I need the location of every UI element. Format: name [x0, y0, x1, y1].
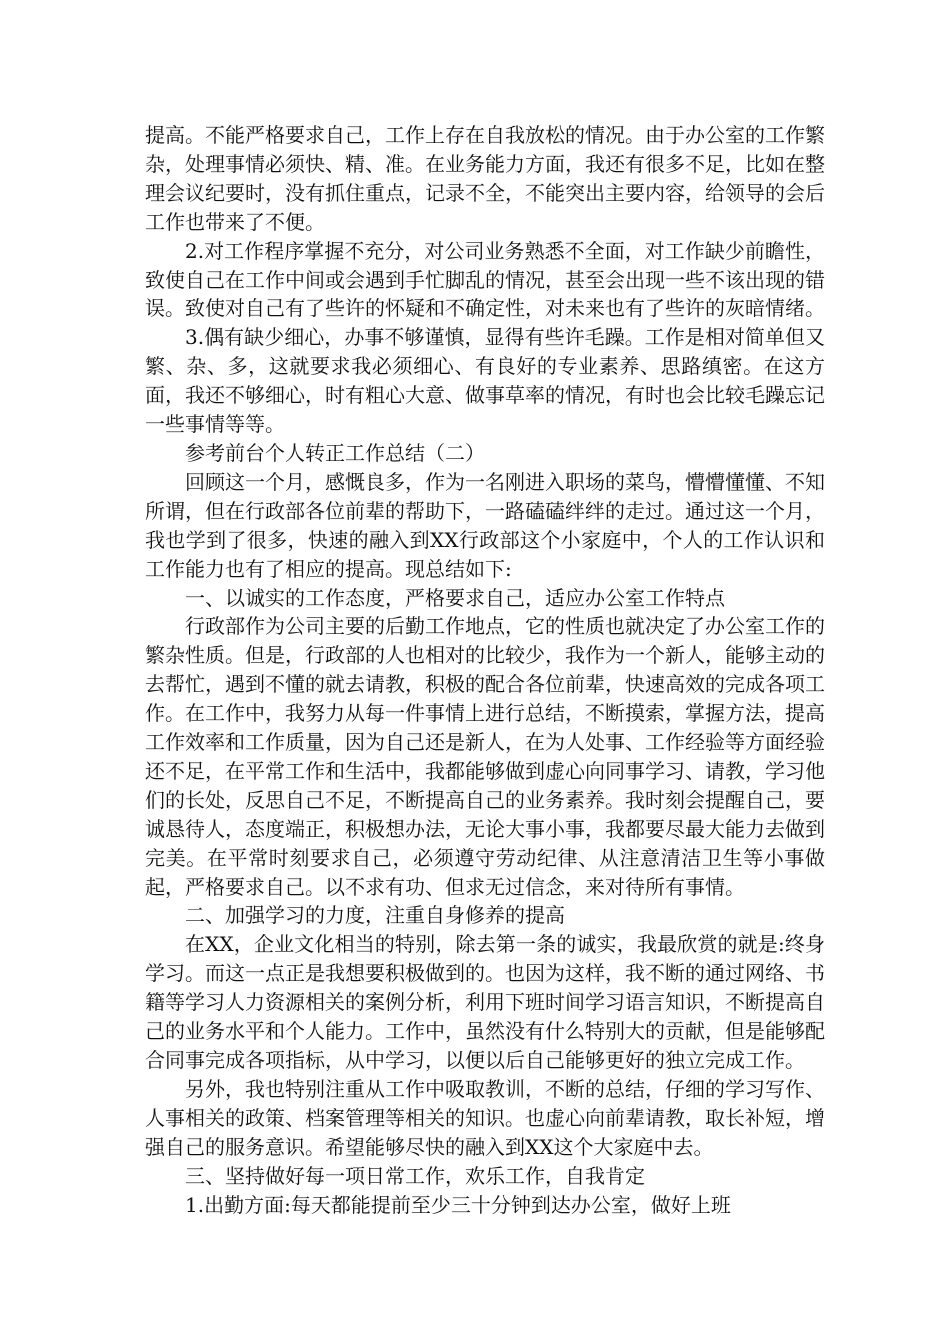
paragraph-1: 提高。不能严格要求自己，工作上存在自我放松的情况。由于办公室的工作繁杂，处理事情必须快、精、准。在业务能力方面，我还有很多不足，比如在整理会议纪要时，没有抓住重点，记录不全，不能突出主要内容，给领导的会后工作也带来了不便。 — [145, 123, 825, 234]
heading-2: 二、加强学习的力度，注重自身修养的提高 — [185, 903, 565, 928]
paragraph-8: 1.出勤方面:每天都能提前至少三十分钟到达办公室，做好上班 — [185, 1192, 731, 1217]
paragraph-6: 在XX，企业文化相当的特别，除去第一条的诚实，我最欣赏的就是:终身学习。而这一点正是我想要积极做到的。也因为这样，我不断的通过网络、书籍等学习人力资源相关的案例分析，利用下班时间学习语言知识，不断提高自己的业务水平和个人能力。工作中，虽然没有什么特别大的贡献，但是能够配合同事完成各项指标，从中学习，以便以后自己能够更好的独立完成工作。 — [145, 932, 825, 1072]
heading-1: 一、以诚实的工作态度，严格要求自己，适应办公室工作特点 — [185, 585, 725, 610]
paragraph-2: 2.对工作程序掌握不充分，对公司业务熟悉不全面，对工作缺少前瞻性，致使自己在工作中间或会遇到手忙脚乱的情况，甚至会出现一些不该出现的错误。致使对自己有了些许的怀疑和不确定性，对未来也有了些许的灰暗情绪。 — [145, 238, 825, 321]
section-title: 参考前台个人转正工作总结（二） — [185, 440, 485, 465]
paragraph-5: 行政部作为公司主要的后勤工作地点，它的性质也就决定了办公室工作的繁杂性质。但是，行政部的人也相对的比较少，我作为一个新人，能够主动的去帮忙，遇到不懂的就去请教，积极的配合各位前辈，快速高效的完成各项工作。在工作中，我努力从每一件事情上进行总结，不断摸索，掌握方法，提高工作效率和工作质量，因为自己还是新人，在为人处事、工作经验等方面经验还不足，在平常工作和生活中，我都能够做到虚心向同事学习、请教，学习他们的长处，反思自己不足，不断提高自己的业务素养。我时刻会提醒自己，要诚恳待人，态度端正，积极想办法，无论大事小事，我都要尽最大能力去做到完美。在平常时刻要求自己，必须遵守劳动纪律、从注意清洁卫生等小事做起，严格要求自己。以不求有功、但求无过信念，来对待所有事情。 — [145, 614, 825, 899]
document-body — [145, 121, 825, 1219]
heading-3: 三、坚持做好每一项日常工作，欢乐工作，自我肯定 — [185, 1163, 645, 1188]
paragraph-3: 3.偶有缺少细心，办事不够谨慎，显得有些许毛躁。工作是相对简单但又繁、杂、多，这就要求我必须细心、有良好的专业素养、思路缜密。在这方面，我还不够细心，时有粗心大意、做事草率的情况，有时也会比较毛躁忘记一些事情等等。 — [145, 325, 825, 437]
paragraph-4: 回顾这一个月，感慨良多，作为一名刚进入职场的菜鸟，懵懵懂懂、不知所谓，但在行政部各位前辈的帮助下，一路磕磕绊绊的走过。通过这一个月，我也学到了很多，快速的融入到XX行政部这个小家庭中，个人的工作认识和工作能力也有了相应的提高。现总结如下: — [145, 469, 825, 581]
paragraph-7: 另外，我也特别注重从工作中吸取教训，不断的总结，仔细的学习写作、人事相关的政策、档案管理等相关的知识。也虚心向前辈请教，取长补短，增强自己的服务意识。希望能够尽快的融入到XX这个大家庭中去。 — [145, 1076, 825, 1159]
